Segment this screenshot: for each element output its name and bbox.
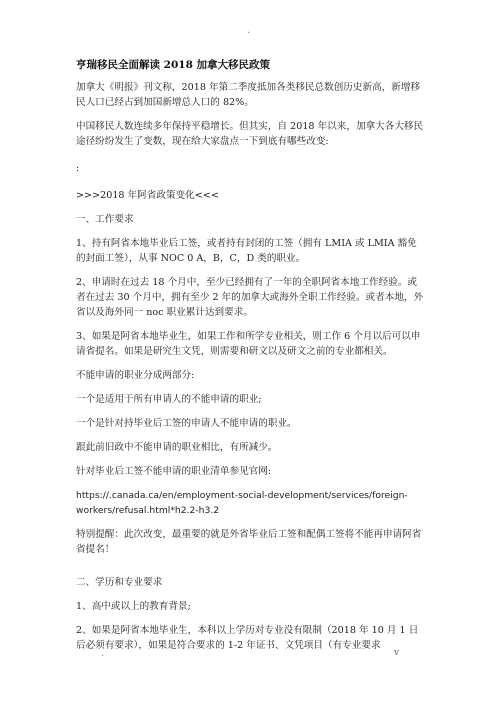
paragraph-work-2: 2、申请时在过去 18 个月中，至少已经拥有了一年的全职阿省本地工作经验。或者在过去 30 个月中，拥有至少 2 年的加拿大或海外全职工作经验。或者本地，外省以及海外同一 noc 职业累计达到要求。 (76, 277, 424, 318)
paragraph-edu-2: 2、如果是阿省本地毕业生，本科以上学历对专业没有限制（2018 年 10 月 1 日后必须有要求），如果是符合要求的 1-2 年证书、文凭项目（有专业要求 (76, 625, 419, 651)
official-url-link[interactable]: https://.canada.ca/en/employment-social-development/services/foreign-workers/refusal.html*h2.2-h3.2 (76, 490, 408, 516)
paragraph-growth: 中国移民人数连续多年保持平稳增长。但其实，自 2018 年以来，加拿大各大移民途径纷纷发生了变数，现在给大家盘点一下到底有哪些改变: (76, 121, 424, 147)
paragraph-ineligible-pgwp: 一个是针对持毕业后工签的申请人不能申请的职业。 (76, 418, 297, 429)
paragraph-ineligible-all: 一个是适用于所有申请人的不能申请的职业; (76, 394, 262, 405)
paragraph-work-3: 3、如果是阿省本地毕业生，如果工作和所学专业相关，则工作 6 个月以后可以申请省提名。如果是研究生文凭，则需要和研文以及研文之前的专业都相关。 (76, 331, 421, 357)
paragraph-colon: : (76, 163, 80, 174)
footer-mark: v (394, 648, 400, 658)
paragraph-intro: 加拿大《明报》刊文称，2018 年第二季度抵加各类移民总数创历史新高，新增移民人口已经占到加国新增总人口的 82%。 (76, 82, 421, 108)
footer-dot: . (101, 648, 105, 659)
paragraph-ineligible-intro: 不能申请的职业分成两部分: (76, 370, 195, 381)
paragraph-special-note: 特别提醒：此次改变，最重要的就是外省毕业后工签和配偶工签将不能再申请阿省省提名！ (76, 529, 422, 555)
subheading-education: 二、学历和专业要求 (76, 577, 163, 588)
paragraph-work-1: 1、持有阿省本地毕业后工签，或者持有封闭的工签（拥有 LMIA 或 LMIA 豁免的封面工签），从事 NOC 0 A，B，C，D 类的职业。 (76, 238, 417, 264)
paragraph-reduced: 跟此前旧政中不能申请的职业相比，有所减少。 (76, 442, 278, 453)
paragraph-edu-1: 1、高中或以上的教育背景; (76, 601, 191, 612)
section-heading-alberta: >>>2018 年阿省政策变化<<< (76, 190, 219, 201)
header-dot: . (247, 25, 251, 36)
paragraph-list-link-intro: 针对毕业后工签不能申请的职业清单参见官网: (76, 466, 272, 477)
document-title: 亨瑞移民全面解读 2018 加拿大移民政策 (76, 59, 271, 71)
document-body (76, 58, 424, 653)
subheading-work-requirements: 一、工作要求 (76, 214, 134, 225)
